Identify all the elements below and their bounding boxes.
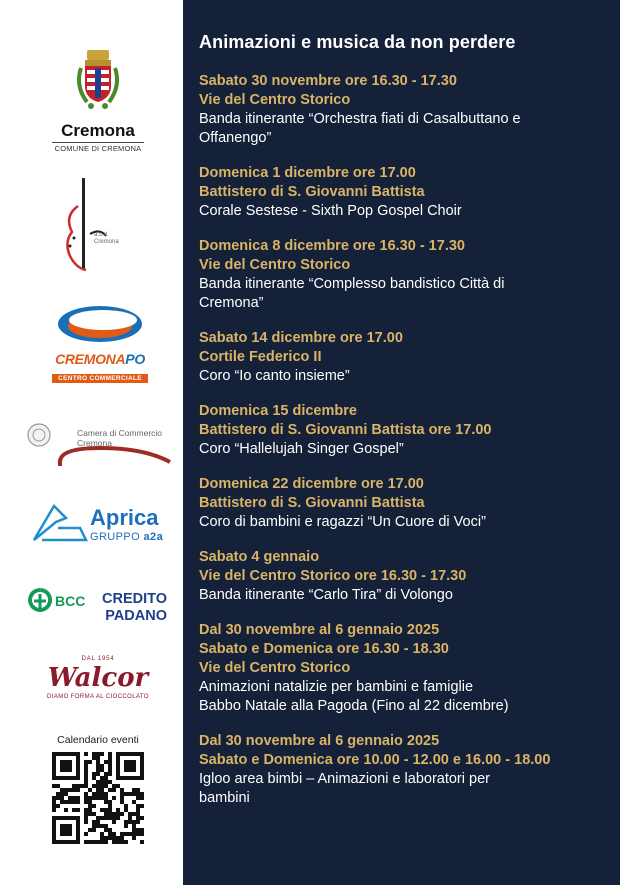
walcor-name: Walcor: [47, 663, 149, 693]
cremonapo-name: [50, 351, 150, 367]
asd-caption-line2: Cremona: [94, 239, 119, 245]
camera-di-commercio-logo: [26, 420, 176, 470]
cremonapo-logo: [50, 300, 150, 382]
event-description: Animazioni natalizie per bambini e famiglie: [199, 679, 474, 695]
cremonapo-name-a: CREMONA: [55, 351, 126, 367]
event-description: Igloo area bimbi – Animazioni e laboratori per: [199, 771, 490, 787]
event-description: Banda itinerante “Carlo Tira” di Volongo: [199, 587, 453, 603]
event-description: Banda itinerante “Orchestra fiati di Casalbuttano e: [199, 111, 521, 127]
cremonapo-name-b: PO: [125, 351, 145, 367]
aprica-group-a: GRUPPO: [90, 531, 144, 543]
aprica-group-b: a2a: [143, 531, 164, 543]
asd-caption-line1: a.s.d.: [94, 232, 109, 238]
comune-di-cremona-logo: [48, 48, 148, 152]
cremonapo-swirl-icon: [55, 300, 145, 344]
event-item: [199, 329, 609, 386]
event-description: bambini: [199, 790, 250, 806]
event-description: Corale Sestese - Sixth Pop Gospel Choir: [199, 203, 462, 219]
qr-code-icon[interactable]: [52, 752, 144, 844]
event-date: Domenica 8 dicembre ore 16.30 - 17.30: [199, 238, 465, 254]
bcc-credito-padano-logo: [28, 588, 178, 628]
event-description: Coro “Hallelujah Singer Gospel”: [199, 441, 404, 457]
padano-label: PADANO: [105, 608, 167, 624]
camera-caption-line1: Camera di Commercio: [77, 428, 163, 438]
event-detail: Cortile Federico II: [199, 349, 322, 365]
event-item: [199, 475, 609, 532]
event-date: Sabato 4 gennaio: [199, 549, 320, 565]
aprica-name: Aprica: [90, 505, 159, 530]
event-item: [199, 164, 609, 221]
aprica-group: [90, 531, 163, 543]
walcor-logo: [38, 656, 158, 718]
event-date: Dal 30 novembre al 6 gennaio 2025: [199, 622, 440, 638]
walcor-tagline: DIAMO FORMA AL CIOCCOLATO: [47, 694, 149, 700]
event-date: Domenica 22 dicembre ore 17.00: [199, 476, 424, 492]
credito-label: CREDITO: [102, 591, 167, 607]
event-detail: Vie del Centro Storico: [199, 257, 351, 273]
violin-icon: [60, 176, 140, 276]
cremona-logo-name: Cremona: [61, 121, 135, 140]
bcc-label: BCC: [55, 593, 86, 609]
event-item: [199, 402, 609, 459]
qr-code-block: [46, 734, 150, 844]
event-detail: Battistero di S. Giovanni Battista: [199, 184, 425, 200]
event-description: Banda itinerante “Complesso bandistico Città di: [199, 276, 505, 292]
event-description: Cremona”: [199, 295, 264, 311]
event-description: Babbo Natale alla Pagoda (Fino al 22 dicembre): [199, 698, 509, 714]
asd-cremona-logo: [60, 176, 140, 276]
camera-caption-line2: Cremona: [77, 438, 112, 448]
cremona-logo-subtitle: COMUNE DI CREMONA: [54, 144, 142, 153]
asd-cremona-caption: [94, 232, 119, 246]
event-date: Sabato 30 novembre ore 16.30 - 17.30: [199, 73, 457, 89]
event-item: [199, 548, 609, 605]
event-description: Coro di bambini e ragazzi “Un Cuore di Voci”: [199, 514, 486, 530]
event-item: [199, 237, 609, 313]
event-description: Offanengo”: [199, 130, 272, 146]
event-description: Coro “Io canto insieme”: [199, 368, 350, 384]
cremona-logo-divider: [52, 142, 144, 143]
event-item: [199, 621, 609, 716]
aprica-wing-icon: [32, 500, 88, 544]
cremona-coat-of-arms-icon: [73, 48, 123, 114]
event-date: Domenica 15 dicembre: [199, 403, 357, 419]
sponsor-column: [0, 0, 183, 885]
bcc-mark-icon: [28, 588, 52, 614]
events-panel: [183, 0, 620, 885]
events-list: [199, 72, 609, 824]
event-detail: Sabato e Domenica ore 10.00 - 12.00 e 16.00 - 18.00: [199, 752, 551, 768]
page-title: Animazioni e musica da non perdere: [199, 32, 516, 52]
event-detail: Vie del Centro Storico: [199, 660, 351, 676]
walcor-since: DAL 1954: [81, 656, 115, 662]
event-detail: Vie del Centro Storico ore 16.30 - 17.30: [199, 568, 467, 584]
event-item: [199, 72, 609, 148]
event-detail: Sabato e Domenica ore 16.30 - 18.30: [199, 641, 449, 657]
event-date: Sabato 14 dicembre ore 17.00: [199, 330, 403, 346]
event-detail: Vie del Centro Storico: [199, 92, 351, 108]
event-item: [199, 732, 609, 808]
credito-padano-label: [97, 591, 167, 625]
event-detail: Battistero di S. Giovanni Battista ore 17.00: [199, 422, 492, 438]
event-date: Domenica 1 dicembre ore 17.00: [199, 165, 416, 181]
cremonapo-subtitle: CENTRO COMMERCIALE: [52, 374, 148, 383]
event-date: Dal 30 novembre al 6 gennaio 2025: [199, 733, 440, 749]
aprica-logo: [32, 500, 172, 548]
qr-caption: Calendario eventi: [57, 734, 139, 746]
event-detail: Battistero di S. Giovanni Battista: [199, 495, 425, 511]
camera-caption: [77, 428, 162, 448]
